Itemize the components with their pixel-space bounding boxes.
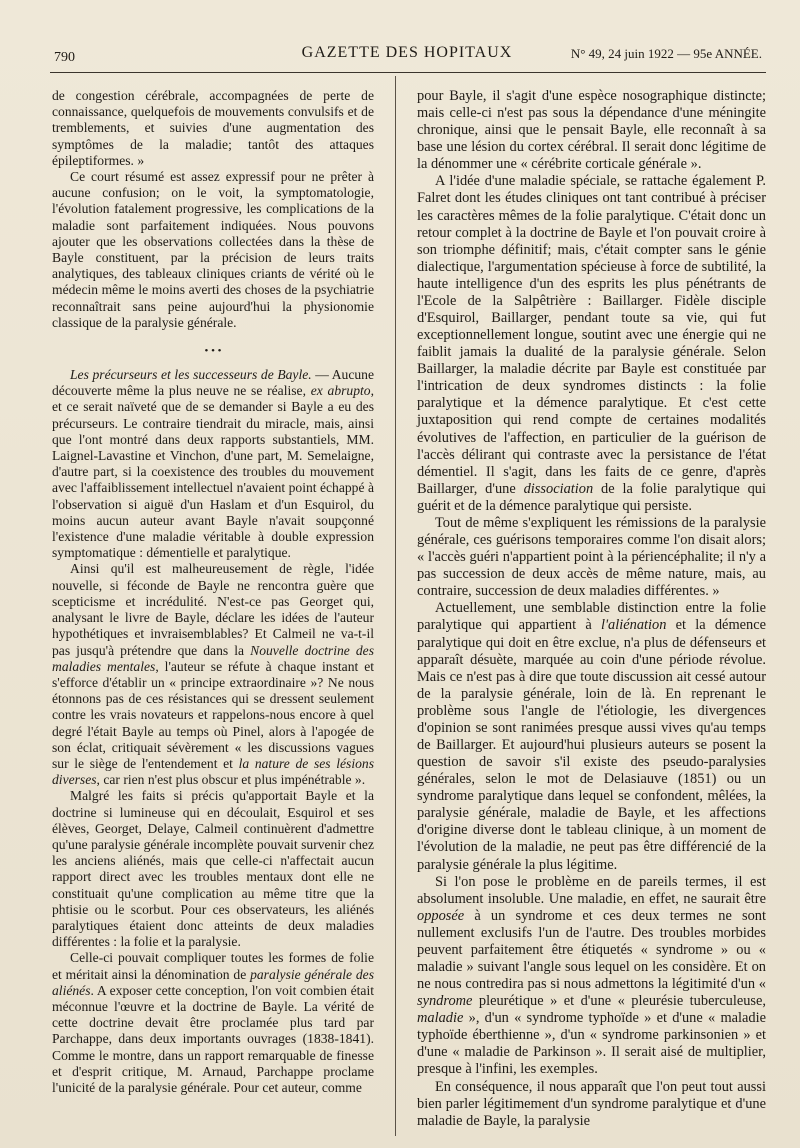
page-number: 790 [54,50,75,65]
page-header [48,40,766,70]
right-column [417,88,766,1130]
paragraph: A l'idée d'une maladie spéciale, se rattache également P. Falret dont les études cliniques ont tant contribué à préciser les caractères mêmes de la folie paralytique. C'était donc un retour complet à la doctrine de Bayle et l'on pouvait croire à son triomphe définitif; mais, c'était compter sans le génie dialectique, l'argumentation spécieuse à force de subtilité, la haute intelligence d'un des esprits les plus pénétrants de l'Ecole de la Salpêtrière : Baillarger. Fidèle disciple d'Esquirol, Baillarger, pendant toute sa vie, qui fut exceptionnellement longue, soutint avec une énergie qui ne faiblit jamais la dualité de la paralysie générale. Selon Baillarger, la maladie décrite par Bayle est constituée par l'intrication de deux syndromes distincts : la folie paralytique et la démence paralytique. Et c'est cette juxtaposition qui rend compte de certaines modalités évolutives de l'affection, en particulier de la guérison de l'accès délirant qui contraste avec la persistance de l'état démentiel. Il s'agit, dans les faits de ce genre, d'après Baillarger, d'une dissociation de la folie paralytique qui guérit et de la démence paralytique qui persiste. [417,173,766,514]
header-rule [50,72,766,73]
paragraph: Les précurseurs et les successeurs de Bayle. — Aucune découverte même la plus neuve ne se réalise, ex abrupto, et ce serait naïveté que de se demander si Bayle a eu des précurseurs. Le contraire tiendrait du miracle, mais, ainsi que l'ont montré dans deux rapports substantiels, MM. Laignel-Lavastine et Vinchon, d'une part, M. Semelaigne, d'autre part, si la coexistence des troubles du mouvement avec l'affaiblissement intellectuel n'avaient point échappé à l'observation si aiguë d'un Haslam et d'un Esquirol, du moins aucun auteur avant Bayle n'avait soupçonné l'existence d'une maladie véritable à double expression symptomatique : démentielle et paralytique. [52,367,375,561]
issue-info: N° 49, 24 juin 1922 — 95e ANNÉE. [570,46,762,61]
section-separator: • • • [204,345,222,358]
paragraph: Tout de même s'expliquent les rémissions de la paralysie générale, ces guérisons temporaires comme l'on disait alors; « l'accès guéri n'appartient point à la périencéphalite; il n'y a pas succession de deux accès de même nature, mais, au contraire, succession de deux maladies différentes. » [417,514,766,600]
paragraph: Malgré les faits si précis qu'apportait Bayle et la doctrine si lumineuse qui en découlait, Esquirol et ses élèves, Georget, Delaye, Calmeil continuèrent d'admettre qu'une paralysie générale incomplète pouvait survenir chez les anciens aliénés, mais que celle-ci n'affectait aucun rapport direct avec les troubles mentaux dont elle ne constituait qu'une complication au même titre que la phtisie ou le scorbut. Pour ces observateurs, les aliénés paralytiques étaient donc atteints de deux maladies différentes : la folie et la paralysie. [52,788,374,950]
section-title: Les précurseurs et les successeurs de Bayle. [70,367,312,383]
journal-title: GAZETTE DES HOPITAUX [301,44,513,61]
paragraph: Si l'on pose le problème en de pareils termes, il est absolument insoluble. Une maladie, en effet, ne saurait être opposée à un syndrome et ces deux termes ne sont nullement exclusifs l'un de l'autre. Des troubles morbides peuvent parfaitement être étiquetés « syndrome » ou « maladie » suivant l'angle sous lequel on les considère. Et on ne nous contredira pas si nous admettons la légitimité d'un « syndrome pleurétique » et d'une « pleurésie tuberculeuse, maladie », d'un « syndrome typhoïde » et d'une « maladie typhoïde éberthienne », d'un « syndrome parkinsonien » et d'une « maladie de Parkinson ». Il serait aisé de multiplier, presque à l'infini, les exemples. [417,873,766,1078]
paragraph: Actuellement, une semblable distinction entre la folie paralytique qui appartient à l'aliénation et la démence paralytique qui doit en être exclue, n'a plus de défenseurs et apparaît désuète, marquée au coin d'une période révolue. Mais ce n'est pas à dire que toute discussion ait cessé autour de la paralysie générale, loin de là. En reprenant le problème sous l'angle de l'étiologie, les divergences d'opinion se sont ranimées presque aussi vives qu'au temps de Baillarger. Et aujourd'hui plusieurs auteurs se posent la question de savoir s'il existe des pseudo-paralysies générales, selon le mot de Delasiauve (1851) ou un syndrome paralytique dans lequel se confondent, mêlées, la paralysie générale, maladie de Bayle, et les affections d'origine diverse dont le tableau clinique, à un moment de l'évolution de la maladie, ne peut pas être différencié de la paralysie générale la plus légitime. [417,600,766,873]
paragraph: Ce court résumé est assez expressif pour ne prêter à aucune confusion; on le voit, la symptomatologie, l'évolution fatalement progressive, les complications de la maladie sont parfaitement indiquées. Nous pouvons ajouter que les observations collectées dans la thèse de Bayle constituent, par la précision de leurs traits analytiques, des tableaux cliniques criants de vérité où le médecin même le moins averti des choses de la psychiatrie reconnaîtrait sans peine aujourd'hui la physionomie classique de la paralysie générale. [52,169,374,330]
left-column [52,88,374,1096]
paragraph: En conséquence, il nous apparaît que l'on peut tout aussi bien parler légitimement d'un syndrome paralytique et d'une maladie de Bayle, la paralysie [417,1078,766,1129]
paragraph: Ainsi qu'il est malheureusement de règle, l'idée nouvelle, si féconde de Bayle ne rencontra guère que scepticisme et incrédulité. N'est-ce pas Georget qui, analysant le livre de Bayle, déclare les idées de l'auteur hypothétiques et invraisemblables? Et Calmeil ne va-t-il pas jusqu'à prétendre que dans la Nouvelle doctrine des maladies mentales, l'auteur se réfute à chaque instant et s'efforce d'établir un « principe extraordinaire »? Ne nous étonnons pas de ces résistances qui se dressent seulement contre les vrais novateurs et rappelons-nous encore à quel degré l'était Bayle au temps où Pinel, alors à l'apogée de son éclat, critiquait sévèrement « les discussions vagues sur le siège de l'entendement et la nature de ses lésions diverses, car rien n'est plus obscur et plus impénétrable ». [52,561,375,788]
paragraph: Celle-ci pouvait compliquer toutes les formes de folie et méritait ainsi la dénomination de paralysie générale des aliénés. A exposer cette conception, l'on voit combien était méconnue l'œuvre et la doctrine de Bayle. La vérité de cette doctrine devait être proclamée plus tard par Parchappe, dans deux importants ouvrages (1838-1841). Comme le montre, dans un rapport remarquable de finesse et d'esprit critique, M. Arnaud, Parchappe proclame l'unicité de la paralysie générale. Pour cet auteur, comme [52,950,374,1095]
book-title: Nouvelle doctrine des maladies mentales [52,642,374,674]
column-divider [395,76,396,1136]
paragraph: pour Bayle, il s'agit d'une espèce nosographique distincte; mais celle-ci n'est pas sous la dépendance d'une méningite chronique, ainsi que le pensait Bayle, elle reconnaît à sa base une lésion du cortex cérébral. Il serait donc légitime de la dénommer une « cérébrite corticale générale ». [417,88,766,173]
paragraph: de congestion cérébrale, accompagnées de perte de connaissance, quelquefois de mouvements convulsifs et de tremblements, et suivies d'une augmentation des symptômes de la maladie; tantôt des attaques épileptiformes. » [52,88,374,168]
